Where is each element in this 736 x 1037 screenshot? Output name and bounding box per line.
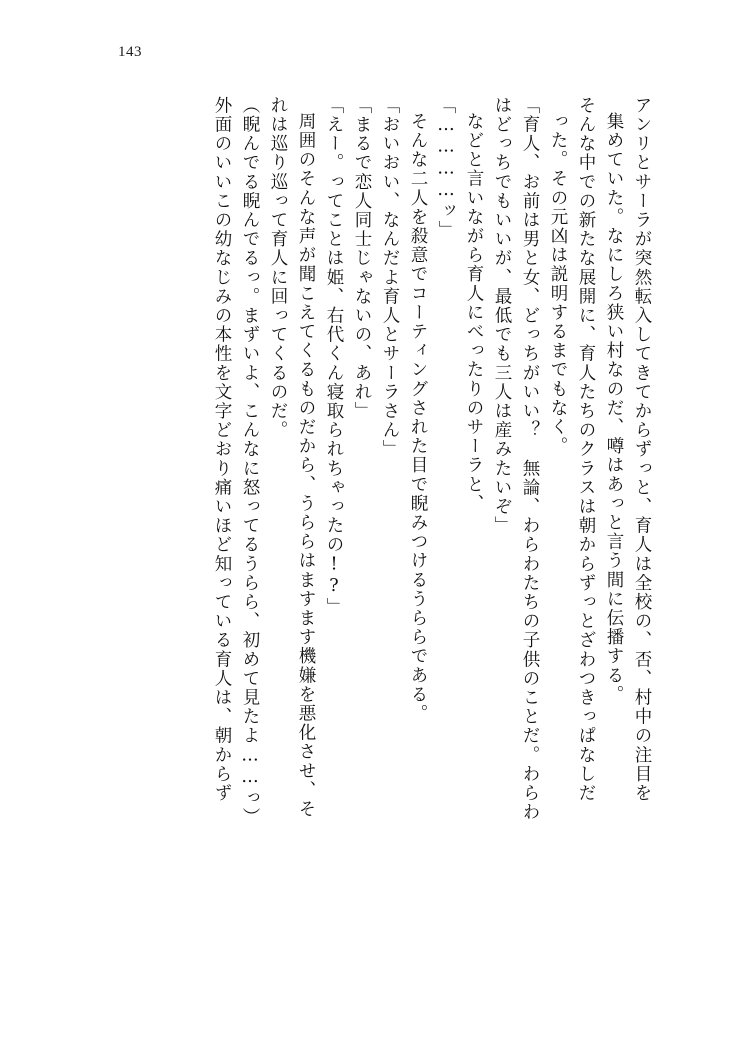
text-line: 「えー。ってことは姫、右代くん寝取られちゃったの!?」 [324, 96, 344, 617]
text-line: はどっちでもいいが、最低でも三人は産みたいぞ」 [492, 96, 512, 536]
text-line: 「まるで恋人同士じゃないの、あれ」 [352, 96, 372, 421]
text-line: れは巡り巡って育人に回ってくるのだ。 [268, 96, 288, 440]
text-line: などと言いながら育人にべったりのサーラと、 [464, 112, 484, 514]
text-line: 周囲のそんな声が聞こえてくるものだから、うららはますます機嫌を悪化させ、そ [296, 112, 316, 819]
text-line: そんな中での新たな展開に、育人たちのクラスは朝からずっとざわつきっぱなしだ [576, 96, 596, 803]
text-line: そんな二人を殺意でコーティングされた目で睨みつけるうららである。 [408, 112, 428, 724]
text-line: った。その元凶は説明するまでもなく。 [548, 112, 568, 456]
text-line: アンリとサーラが突然転入してきてからずっと、育人は全校の、否、村中の注目を [632, 96, 652, 803]
text-line: 集めていた。なにしろ狭い村なのだ、噂はあっと言う間に伝播する。 [604, 112, 624, 705]
text-line: 「育人、お前は男と女、どっちがいい？ 無論、わらわたちの子供のことだ。わらわ [520, 96, 540, 822]
vertical-text-block [86, 96, 650, 976]
text-line: （睨んでる睨んでるっ。まずいよ、こんなに怒ってるうらら、初めて見たよ……っ） [240, 96, 260, 827]
text-line: 「…………ッ」 [436, 96, 456, 240]
text-line: 「おいおい、なんだよ育人とサーラさん」 [380, 96, 400, 459]
text-line: 外面のいいこの幼なじみの本性を文字どおり痛いほど知っている育人は、朝からず [212, 96, 232, 803]
page-number: 143 [118, 44, 142, 60]
